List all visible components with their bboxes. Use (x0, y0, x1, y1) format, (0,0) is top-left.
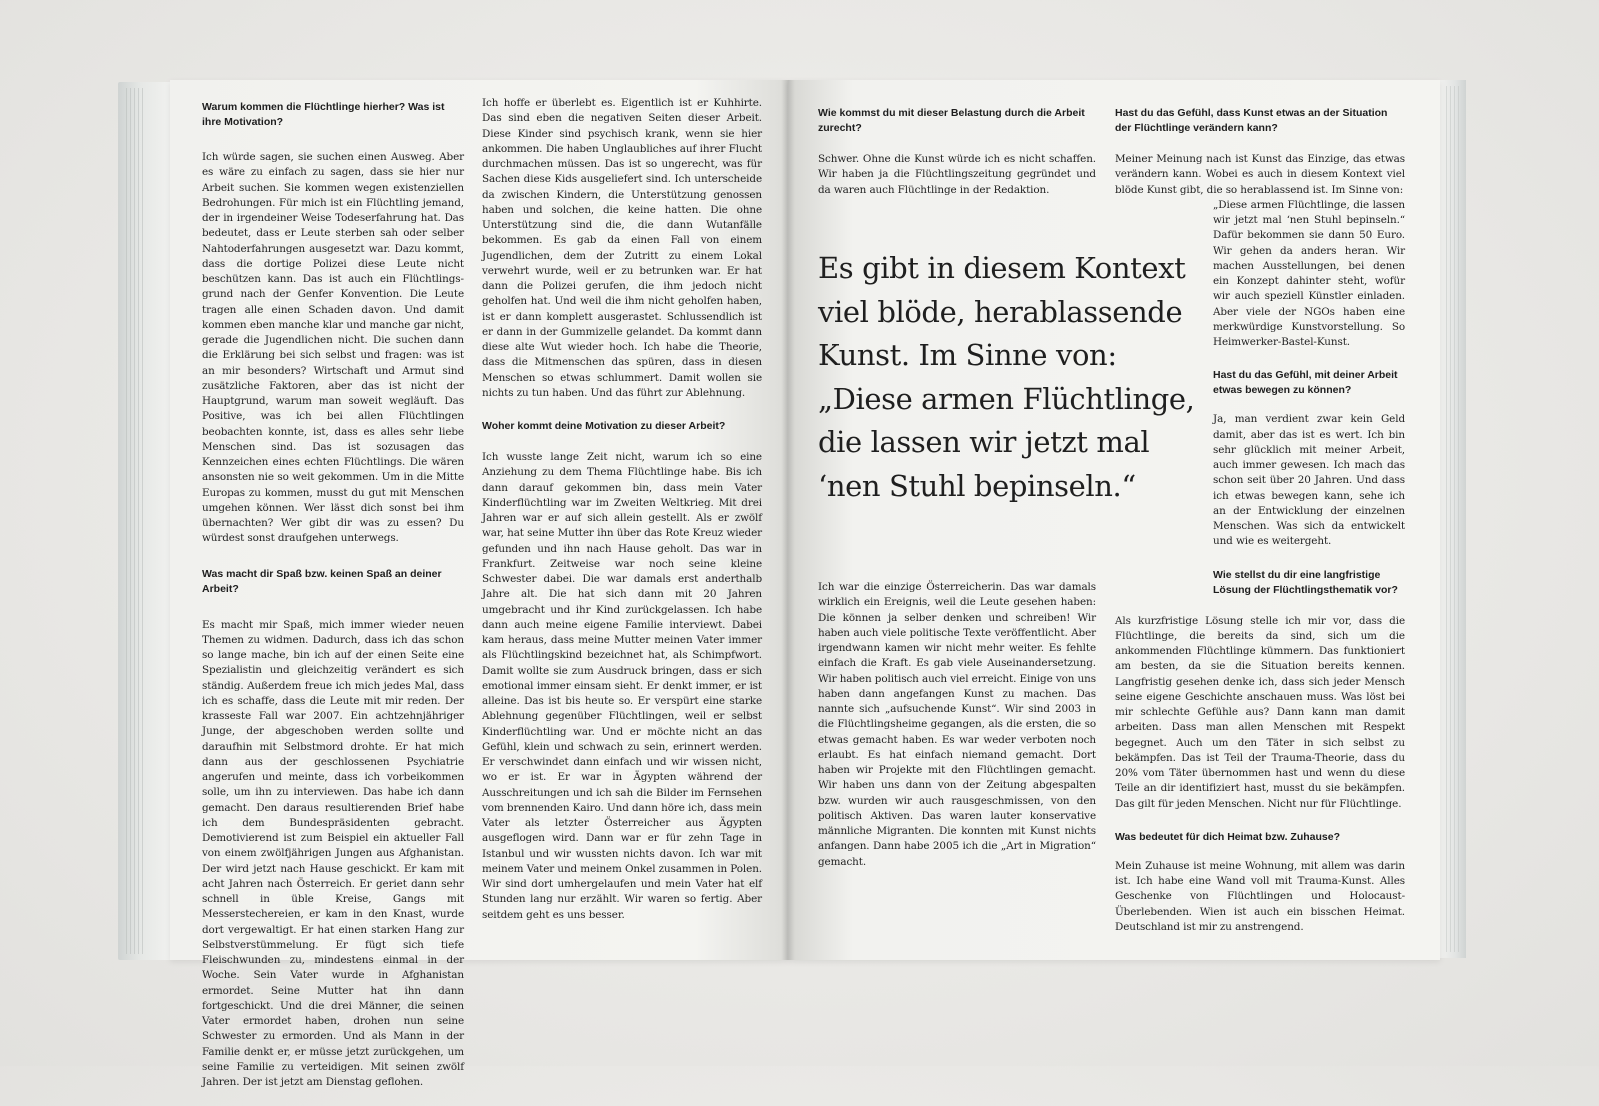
interview-answer: Ich würde sagen, sie suchen einen Ausweg. Aber es wäre zu einfach zu sagen, dass sie hier nur Arbeit suchen. Sie kommen wegen existenziellen Bedrohungen. Für mich ist ein Flüchtling jemand, der in irgendeiner Weise Todeserfahrung hat. Das bedeutet, dass er Leute sterben sah oder selber Nahtoderfahrungen ausgesetzt war. Dazu kommt, dass die dortige Polizei diese Leute nicht beschützen kann. Das ist auch ein Flüchtlingsgrund nach der Genfer Konvention. Die Leute tragen alle einen Schaden davon. Und damit kommen eben manche klar und manche gar nicht, gerade die Jugendlichen nicht. Die suchen dann die Erklärung bei sich selbst und fragen: was ist an mir besonders? Wirtschaft und Armut sind zusätzliche Faktoren, aber das ist nicht der Hauptgrund, warum man soweit wegläuft. Das Positive, was ich bei allen Flüchtlingen beobachten konnte, ist, dass es alles sehr liebe Menschen sind. Das ist sozusagen das Kennzeichen eines echten Flüchtlings. Die wären ansonsten nie so weit gekommen. Um in die Mitte Europas zu kommen, musst du gut mit Menschen umgehen können. Wer lässt dich sonst bei ihm übernachten? Wer gibt dir was zu essen? Du würdest sonst draufgehen unterwegs. (202, 151, 464, 545)
page-stack-right (1446, 86, 1462, 952)
interview-question-indented: Hast du das Gefühl, mit deiner Arbeit etwas bewegen zu können? (1213, 369, 1398, 397)
interview-question: Wie kommst du mit dieser Belastung durch die Arbeit zurecht? (818, 107, 1085, 134)
pull-quote: Es gibt in diesem Kontext viel blöde, herablassende Kunst. Im Sinne von: „Diese armen Flüchtlinge, die lassen wir jetzt mal ‘nen Stuhl bepinseln.“ (818, 251, 1195, 503)
interview-question: Was macht dir Spaß bzw. keinen Spaß an deiner Arbeit? (202, 567, 442, 595)
interview-question: Was bedeutet für dich Heimat bzw. Zuhause? (1115, 830, 1340, 843)
page-stack-left (126, 88, 146, 954)
interview-answer: Schwer. Ohne die Kunst würde ich es nicht schaffen. Wir haben ja die Flüchtlingszeitung gegründet und da waren auch Flüchtlinge in der Redaktion. (818, 153, 1096, 196)
interview-question: Hast du das Gefühl, dass Kunst etwas an der Situation der Flüchtlinge verändern kann? (1115, 107, 1388, 134)
right-column-1-top (818, 106, 1096, 214)
right-column-1-bottom (818, 580, 1096, 886)
interview-question: Woher kommt deine Motivation zu dieser Arbeit? (482, 420, 726, 432)
right-column-2 (1115, 106, 1405, 951)
book-gutter (781, 80, 795, 960)
left-column-1 (202, 100, 464, 1106)
interview-answer: Meiner Meinung nach ist Kunst das Einzige, das etwas verändern kann. Wobei es auch in diesem Kontext viel blöde Kunst gibt, die so herablassend ist. Im Sinne von: (1115, 153, 1405, 196)
left-column-2 (482, 96, 762, 939)
interview-answer: Als kurzfristige Lösung stelle ich mir vor, dass die Flüchtlinge, die bereits da sind, sich um die ankommenden Flüchtlinge kümmern. Das funktioniert am besten, da sie die Situation bereits kennen. Langfristig gesehen denke ich, dass sich jeder Mensch seine eigene Geschichte anschauen muss. Was löst bei mir schlechte Gefühle aus? Dann kann man damit arbeiten. Dass man allen Menschen mit Respekt begegnet. Auch um den Täter in sich selbst zu bekämpfen. Das ist Teil der Trauma-Theorie, dass du 20% vom Täter übernommen hast und wenn du diese Teile an dir identifiziert hast, musst du sie bekämpfen. Das gilt für jeden Menschen. Nicht nur für Flüchtlinge. (1115, 614, 1405, 810)
interview-answer-indented: „Diese armen Flüchtlinge, die lassen wir jetzt mal ‘nen Stuhl bepinseln.“ Dafür bekommen sie dann 50 Euro. Wir gehen da anders heran. Wir machen Ausstellungen, bei denen ein Konzept dahinter steht, wofür wir auch speziell Künstler einladen. Aber viele der NGOs haben eine merkwürdige Kunstvorstellung. So Heimwerker-Bastel-Kunst. (1213, 198, 1405, 348)
interview-question: Warum kommen die Flüchtlinge hierher? Was ist ihre Motivation? (202, 101, 445, 128)
interview-answer: Es macht mir Spaß, mich immer wieder neuen Themen zu widmen. Dadurch, dass ich das schon so lange mache, bin ich auf der einen Seite eine Spezialistin und gleichzeitig verändert es sich ständig. Außerdem freue ich mich jedes Mal, dass ich es schaffe, dass die Leute mit mir reden. Der krasseste Fall war 2007. Ein achtzehnjähriger Junge, der abgeschoben werden sollte und daraufhin mit Selbstmord drohte. Er hat mich dann aus der geschlossenen Psychiatrie angerufen und meinte, dass ich vorbeikommen solle, um ihn zu interviewen. Das habe ich dann gemacht. Den daraus resultierenden Brief habe ich dem Bundespräsidenten gebracht. Demotivierend ist zum Beispiel ein aktueller Fall von einem zwölfjährigen Jungen aus Afghanistan. Der wird jetzt nach Hause geschickt. Er kam mit acht Jahren nach Österreich. Er geriet dann sehr schnell in üble Kreise, Gangs mit Messerstechereien, er kam in den Knast, wurde dort vergewaltigt. Er hat einen starken Hang zur Selbstverstümmelung. Er fügt sich tiefe Fleischwunden zu, mindestens einmal in der Woche. Sein Vater wurde in Afghanistan ermordet. Seine Mutter hat ihn dann fortgeschickt. Und die drei Männer, die seinen Vater ermordet haben, drohen nun seine Schwester zu ermorden. Und als Mann in der Familie denkt er, er müsse jetzt zurückgehen, um seine Familie zu verteidigen. Mit seinen zwölf Jahren. Der ist jetzt am Dienstag geflohen. (202, 618, 464, 1088)
interview-answer: Ich wusste lange Zeit nicht, warum ich so eine Anziehung zu dem Thema Flüchtlinge habe. Bis ich dann darauf gekommen bin, dass mein Vater Kinderflüchtling war im Zweiten Weltkrieg. Mit drei Jahren war er auf sich allein gestellt. Als er zwölf war, hat seine Mutter ihn über das Rote Kreuz wieder gefunden und ihn nach Hause geholt. Das war in Frankfurt. Zeitweise war noch seine kleine Schwester dabei. Die war damals erst anderthalb Jahre alt. Die hat sich dann mit 20 Jahren umgebracht und ihr Kind zurückgelassen. Ich habe dann auch meine eigene Familie interviewt. Dabei kam heraus, dass meine Mutter meinen Vater immer als Flüchtlingskind bezeichnet hat, als Schimpfwort. Damit wollte sie zum Ausdruck bringen, dass er sich emotional immer einsam sieht. Er denkt immer, er ist alleine. Das ist bis heute so. Er verspürt eine starke Ablehnung gegenüber Flüchtlingen, weil er selbst Kinderflüchtling war. Und er möchte nicht an das Gefühl, klein und schwach zu sein, erinnert werden. Er verschwindet dann einfach und wir wissen nicht, wo er ist. Er war in Ägypten während der Ausschreitungen und ich sah die Bilder im Fernsehen vom brennenden Kairo. Und dann höre ich, dass mein Vater als letzter Österreicher aus Ägypten ausgeflogen wird. Dann war er für zehn Tage in Istanbul und wir wussten nichts davon. Ich war mit meinem Vater und meinem Onkel zusammen in Polen. Wir sind dort umhergelaufen und mein Vater hat elf Stunden lang nur erzählt. Wir waren so fertig. Aber seitdem geht es uns besser. (482, 451, 762, 921)
interview-answer: Ich hoffe er überlebt es. Eigentlich ist er Kuhhirte. Das sind eben die negativen Seiten dieser Arbeit. Diese Kinder sind psychisch krank, wenn sie hier ankommen. Die haben Unglaubliches auf ihrer Flucht durchmachen müssen. Das ist so ungerecht, was für Sachen diese Kids ausgeliefert sind. Ich unterscheide da zwischen Kindern, die Unterstützung genossen haben und solchen, die keine hatten. Die ohne Unterstützung sind die, die dann Wutanfälle bekommen. Es gab da einen Fall von einem Jugendlichen, dem der Zutritt zu einem Lokal verwehrt wurde, weil er zu betrunken war. Er hat dann die Polizei gerufen, die ihm jedoch nicht geholfen hat. Und weil die ihm nicht geholfen haben, ist er dann komplett ausgerastet. Schlussendlich ist er dann in der Gummizelle gelandet. Da kommt dann diese alte Wut wieder hoch. Ich habe die Theorie, dass die Mitmenschen das spüren, dass in diesen Menschen so etwas schlummert. Damit wollen sie nichts zu tun haben. Und das führt zur Ablehnung. (482, 97, 762, 399)
interview-question-indented: Wie stellst du dir eine langfristige Lösung der Flüchtlingsthematik vor? (1213, 568, 1398, 596)
interview-answer-indented: Ja, man verdient zwar kein Geld damit, aber das ist es wert. Ich bin sehr glücklich mit meiner Arbeit, auch immer gewesen. Ich mach das schon seit über 20 Jahren. Und dass ich etwas bewegen kann, sehe ich an der Entwicklung der einzelnen Menschen. Was sich da entwickelt und wie es weitergeht. (1213, 413, 1405, 548)
interview-answer: Mein Zuhause ist meine Wohnung, mit allem was darin ist. Ich habe eine Wand voll mit Trauma-Kunst. Alles Geschenke von Flüchtlingen und Holocaust-Überlebenden. Wien ist auch ein bisschen Heimat. Deutschland ist mir zu anstrengend. (1115, 859, 1405, 933)
interview-answer: Ich war die einzige Österreicherin. Das war damals wirklich ein Ereignis, weil die Leute gesehen haben: Die können ja selber denken und schreiben! Wir haben auch viele politische Texte veröffentlicht. Aber irgendwann kamen wir nicht mehr weiter. Es fehlte einfach die Kraft. Es gab viele Auseinandersetzung. Wir haben politisch auch viel erreicht. Einige von uns haben dann angefangen Kunst zu machen. Das nannte sich „aufsuchende Kunst“. Wir sind 2003 in die Flüchtlingsheime gegangen, als die ersten, die so etwas gemacht haben. Es war weder verboten noch erlaubt. Es hat einfach niemand gemacht. Dort haben wir Projekte mit den Flüchtlingen gemacht. Wir haben uns dann von der Zeitung abgespalten bzw. wurden wir auch rausgeschmissen, von den politisch Aktiven. Das waren lauter konservative männliche Migranten. Die konnten mit Kunst nichts anfangen. Dann habe 2005 ich die „Art in Migration“ gemacht. (818, 581, 1096, 868)
